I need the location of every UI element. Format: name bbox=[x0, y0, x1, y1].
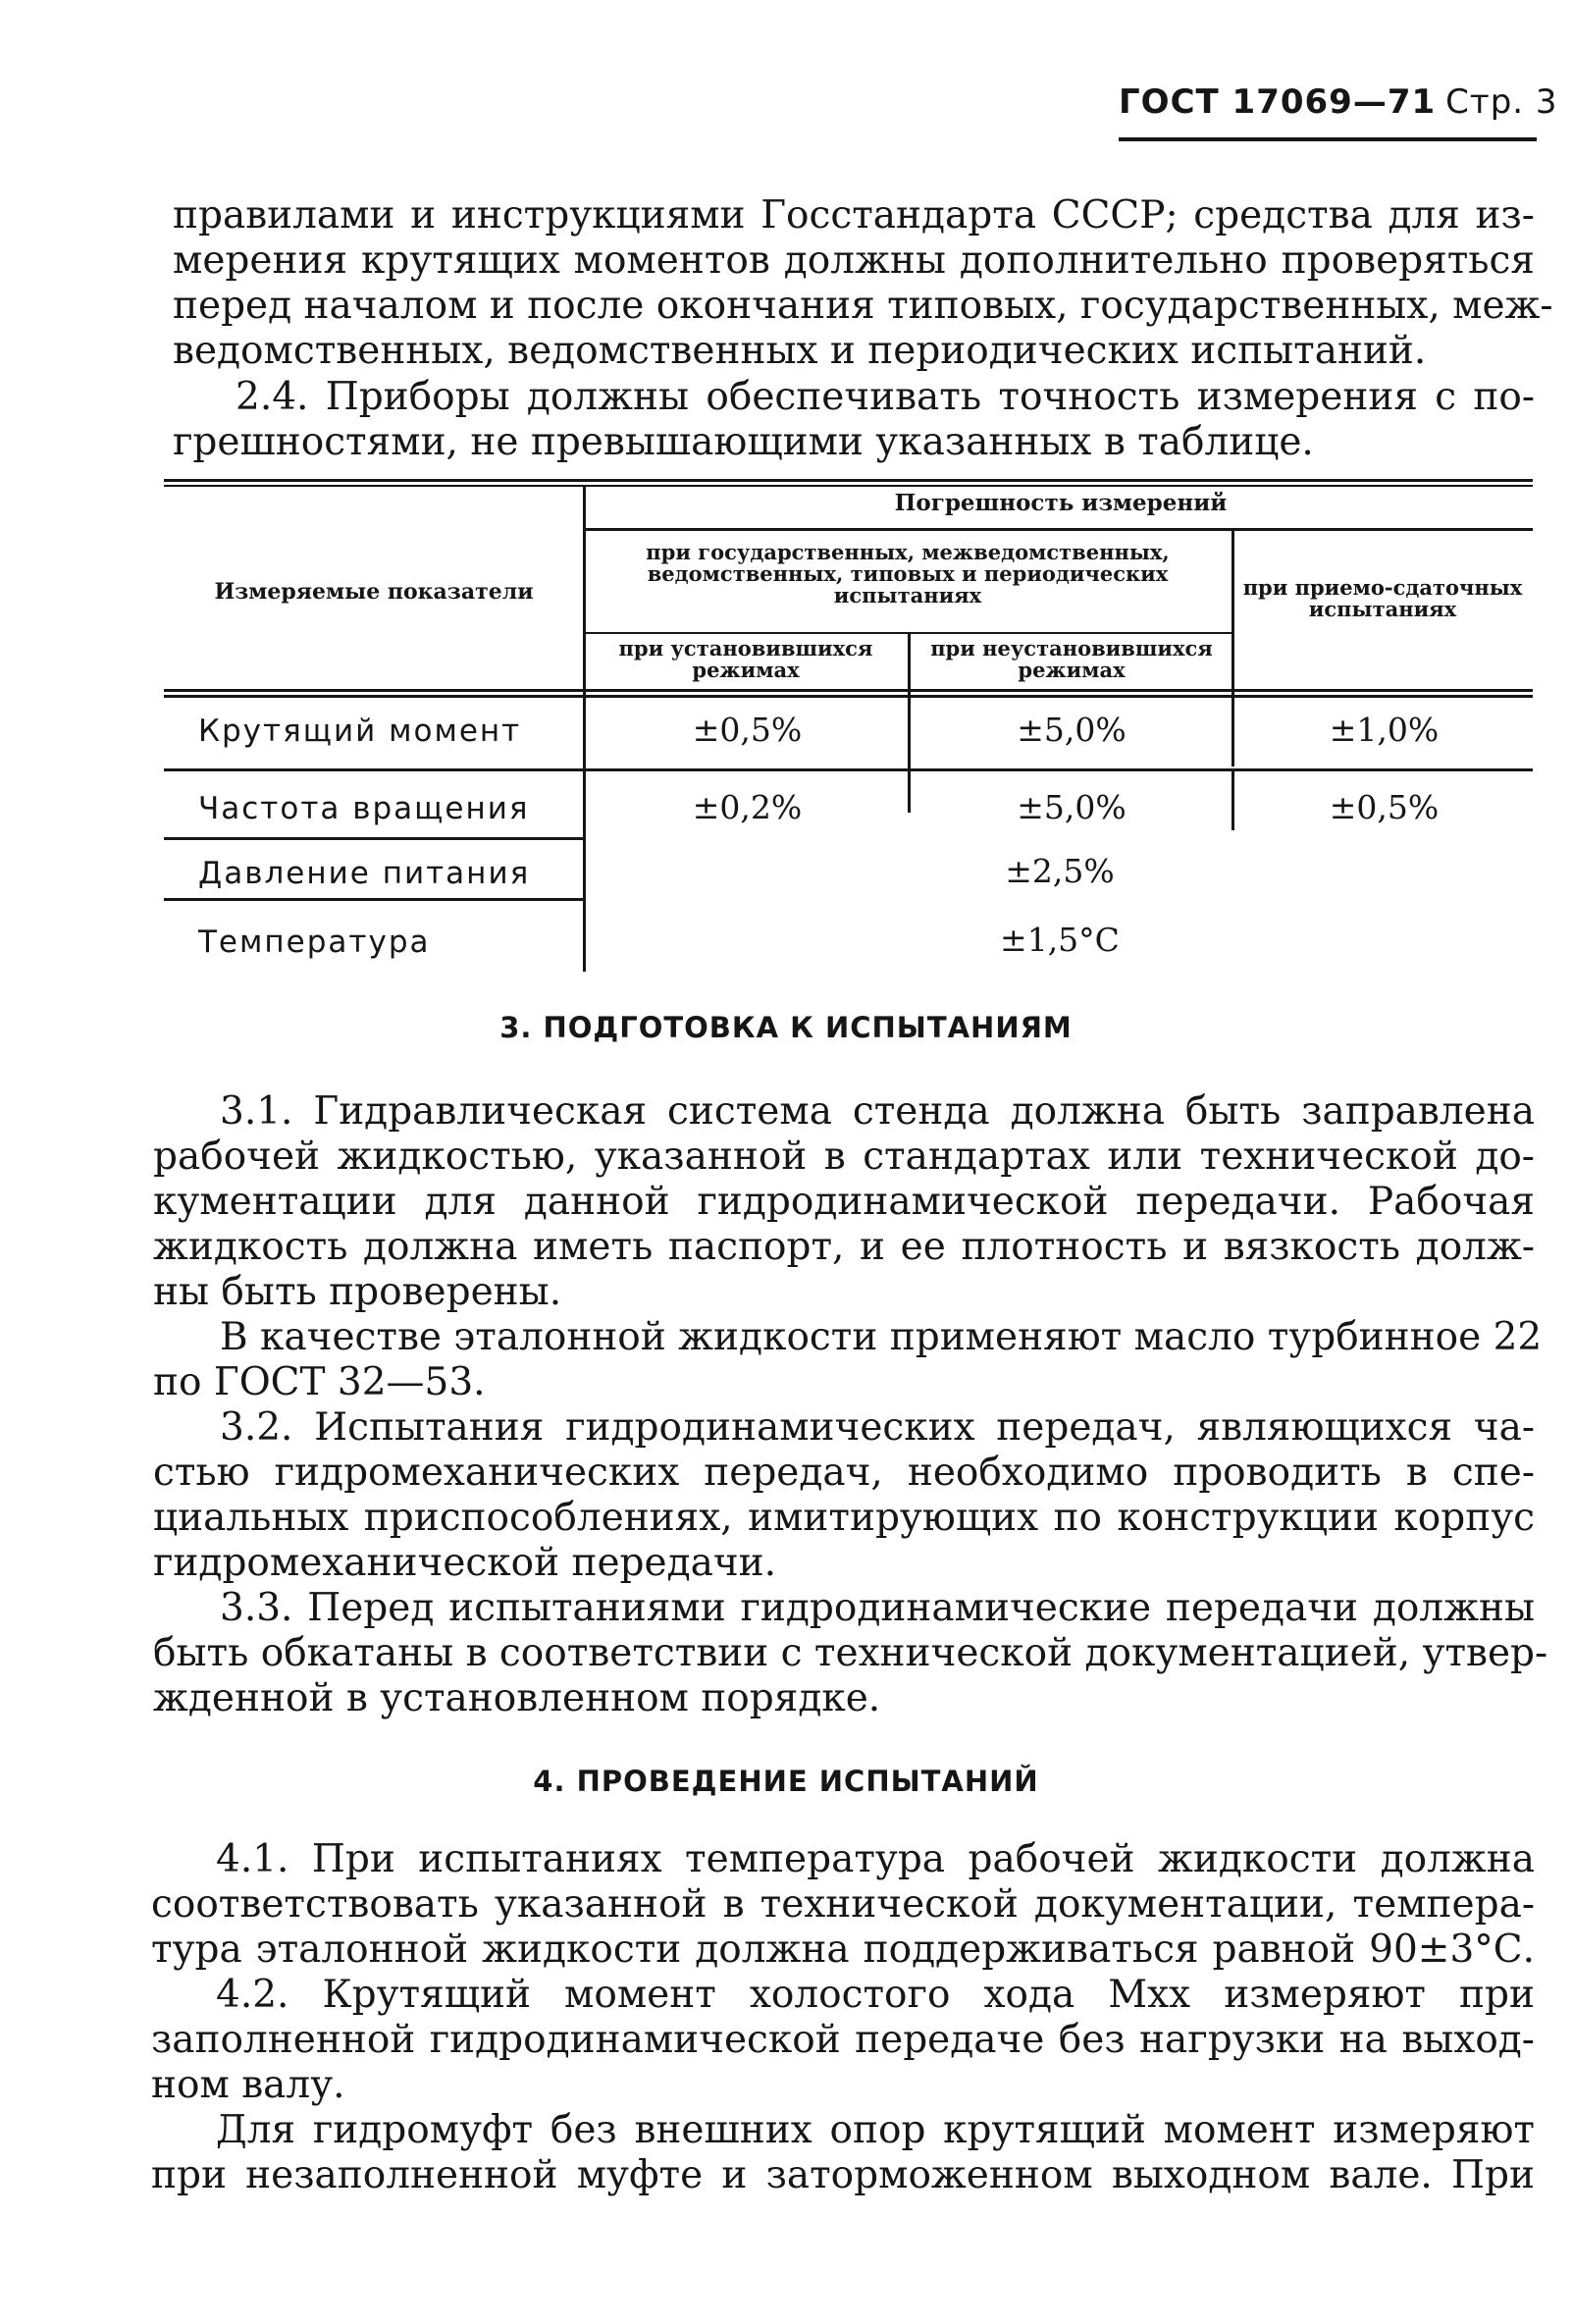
text-line: В качестве эталонной жидкости применяют масло турбинное 22 bbox=[220, 1315, 1543, 1359]
text-line: 3.3. Перед испытаниями гидродинамические передачи должны bbox=[220, 1586, 1535, 1630]
section-heading: 4. ПРОВЕДЕНИЕ ИСПЫТАНИЙ bbox=[533, 1765, 1039, 1798]
table-rule bbox=[164, 695, 1533, 698]
table-rule bbox=[164, 479, 1533, 482]
text-line: быть обкатаны в соответствии с технической документацией, утвер- bbox=[153, 1631, 1548, 1675]
text-line: 3.2. Испытания гидродинамических передач, являющихся ча- bbox=[220, 1405, 1535, 1450]
header-state-tests: при государственных, межведомственных, ведомственных, типовых и периодических испытаниях bbox=[646, 540, 1170, 607]
header-acceptance: при приемо-сдаточных испытаниях bbox=[1242, 575, 1523, 621]
text-line: перед началом и после окончания типовых, государственных, меж- bbox=[173, 284, 1553, 328]
table-rule bbox=[164, 768, 1533, 771]
text-line: по ГОСТ 32—53. bbox=[153, 1360, 486, 1404]
text-line: правилами и инструкциями Госстандарта СССР; средства для из- bbox=[173, 193, 1535, 238]
table-rule bbox=[164, 898, 584, 901]
text-line: рабочей жидкостью, указанной в стандартах или технической до- bbox=[153, 1135, 1535, 1179]
row-label: Температура bbox=[198, 924, 431, 960]
text-line: ном валу. bbox=[151, 2063, 345, 2107]
table-divider bbox=[908, 634, 911, 813]
table-rule bbox=[164, 689, 1533, 692]
text-line: заполненной гидродинамической передаче без нагрузки на выход- bbox=[151, 2018, 1535, 2062]
value-cell: ±0,5% bbox=[1329, 788, 1440, 826]
value-cell: ±0,2% bbox=[692, 788, 803, 826]
row-label: Давление питания bbox=[198, 856, 531, 891]
text-line: ведомственных, ведомственных и периодических испытаний. bbox=[173, 329, 1427, 373]
text-line: 4.2. Крутящий момент холостого хода Mхх измеряют при bbox=[216, 1973, 1535, 2017]
header-unsteady: при неустановившихся режимах bbox=[930, 636, 1213, 682]
value-cell: ±0,5% bbox=[692, 711, 803, 749]
header-steady: при установившихся режимах bbox=[618, 636, 873, 682]
text-line: гидромеханической передачи. bbox=[153, 1541, 777, 1585]
page-number: Стр. 3 bbox=[1445, 82, 1558, 122]
text-line: Для гидромуфт без внешних опор крутящий момент измеряют bbox=[216, 2108, 1535, 2152]
table-rule bbox=[164, 485, 1533, 487]
value-cell: ±1,5°С bbox=[1000, 921, 1120, 959]
text-line: кументации для данной гидродинамической передачи. Рабочая bbox=[153, 1180, 1535, 1224]
row-label: Крутящий момент bbox=[198, 713, 522, 749]
table-divider bbox=[1231, 698, 1234, 766]
table-rule bbox=[586, 528, 1533, 531]
text-line: жидкость должна иметь паспорт, и ее плотность и вязкость долж- bbox=[153, 1225, 1535, 1269]
text-line: жденной в установленном порядке. bbox=[153, 1676, 881, 1720]
text-line: 2.4. Приборы должны обеспечивать точность измерения с по- bbox=[236, 375, 1535, 419]
header-error: Погрешность измерений bbox=[894, 490, 1228, 516]
section-heading: 3. ПОДГОТОВКА К ИСПЫТАНИЯМ bbox=[499, 1011, 1073, 1044]
text-line: при незаполненной муфте и заторможенном выходном вале. При bbox=[151, 2153, 1535, 2197]
text-line: циальных приспособлениях, имитирующих по конструкции корпус bbox=[153, 1496, 1535, 1540]
text-line: 4.1. При испытаниях температура рабочей жидкости должна bbox=[216, 1837, 1535, 1881]
text-line: ны быть проверены. bbox=[153, 1270, 562, 1314]
text-line: тура эталонной жидкости должна поддерживаться равной 90±3°С. bbox=[151, 1928, 1535, 1972]
value-cell: ±1,0% bbox=[1329, 711, 1440, 749]
header-rule bbox=[1119, 137, 1537, 141]
row-label: Частота вращения bbox=[198, 791, 530, 826]
header-measured: Измеряемые показатели bbox=[214, 579, 534, 605]
standard-number: ГОСТ 17069—71 bbox=[1119, 82, 1437, 122]
text-line: мерения крутящих моментов должны дополнительно проверяться bbox=[173, 238, 1535, 283]
value-cell: ±5,0% bbox=[1017, 788, 1127, 826]
text-line: грешностями, не превышающими указанных в таблице. bbox=[173, 420, 1314, 464]
value-cell: ±5,0% bbox=[1017, 711, 1127, 749]
text-line: 3.1. Гидравлическая система стенда должна быть заправлена bbox=[220, 1089, 1535, 1134]
table-divider bbox=[1231, 530, 1234, 697]
page-header bbox=[1119, 82, 1558, 122]
table-rule bbox=[164, 837, 584, 840]
text-line: соответствовать указанной в технической документации, темпера- bbox=[151, 1882, 1535, 1927]
value-cell: ±2,5% bbox=[1005, 852, 1115, 890]
text-line: стью гидромеханических передач, необходимо проводить в спе- bbox=[153, 1451, 1535, 1495]
table-divider bbox=[1231, 771, 1234, 830]
